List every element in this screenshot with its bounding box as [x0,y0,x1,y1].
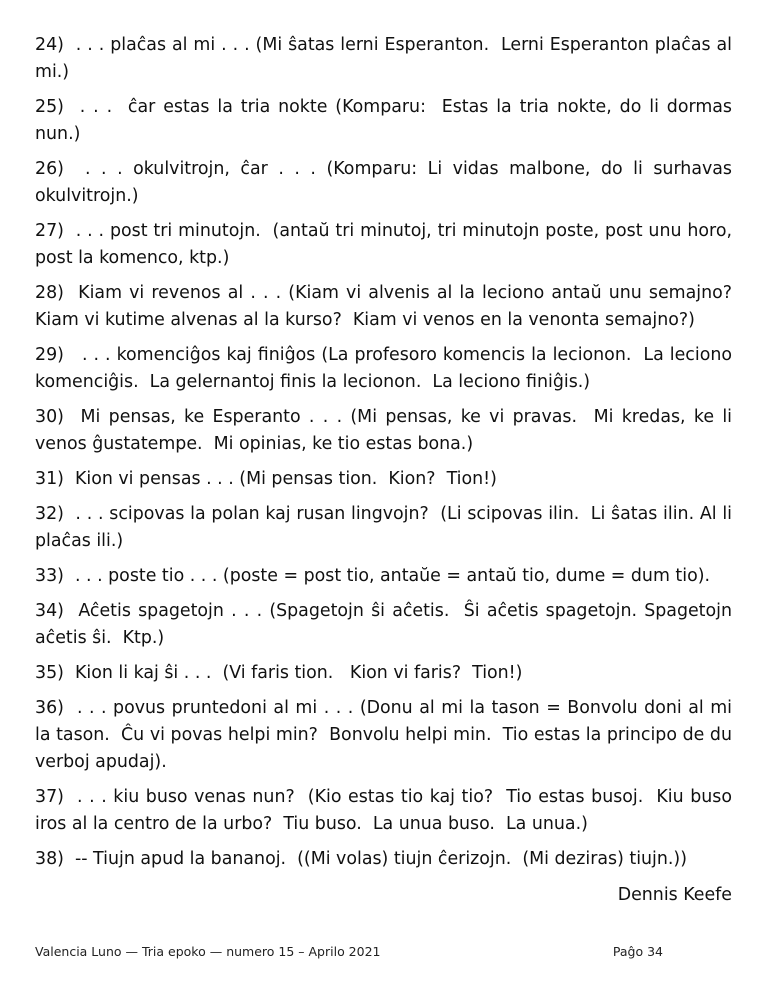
answer-item: 32) . . . scipovas la polan kaj rusan lingvojn? (Li scipovas ilin. Li ŝatas ilin. Al li plaĉas ili.) [35,504,738,551]
answer-item: 27) . . . post tri minutojn. (antaŭ tri minutoj, tri minutojn poste, post unu horo, post la komenco, ktp.) [35,221,738,268]
answer-item: 33) . . . poste tio . . . (poste = post tio, antaŭe = antaŭ tio, dume = dum tio). [35,566,711,586]
answer-item: 35) Kion li kaj ŝi . . . (Vi faris tion. Kion vi faris? Tion!) [35,663,523,683]
answer-item: 26) . . . okulvitrojn, ĉar . . . (Komparu: Li vidas malbone, do li surhavas okulvitrojn.) [35,159,738,206]
author-signature: Dennis Keefe [617,885,732,905]
answer-item: 28) Kiam vi revenos al . . . (Kiam vi alvenis al la leciono antaŭ unu semajno? Kiam vi kutime alvenas al la kurso? Kiam vi venos en la venonta semajno?) [35,283,738,330]
answer-list [35,32,738,881]
answer-item: 30) Mi pensas, ke Esperanto . . . (Mi pensas, ke vi pravas. Mi kredas, ke li venos ĝustatempe. Mi opinias, ke tio estas bona.) [35,407,738,454]
answer-item: 38) -- Tiujn apud la bananoj. ((Mi volas) tiujn ĉerizojn. (Mi deziras) tiujn.)) [35,849,688,869]
answer-item: 29) . . . komenciĝos kaj finiĝos (La profesoro komencis la lecionon. La leciono komenciĝis. La gelernantoj finis la lecionon. La leciono finiĝis.) [35,345,738,392]
answer-item: 34) Aĉetis spagetojn . . . (Spagetojn ŝi aĉetis. Ŝi aĉetis spagetojn. Spagetojn aĉetis ŝi. Ktp.) [35,601,738,648]
answer-item: 31) Kion vi pensas . . . (Mi pensas tion. Kion? Tion!) [35,469,497,489]
footer-page-number: Paĝo 34 [612,944,663,959]
answer-item: 24) . . . plaĉas al mi . . . (Mi ŝatas lerni Esperanton. Lerni Esperanton plaĉas al mi.) [35,35,738,82]
answer-item: 37) . . . kiu buso venas nun? (Kio estas tio kaj tio? Tio estas busoj. Kiu buso iros al la centro de la urbo? Tiu buso. La unua buso. La unua.) [35,787,738,834]
footer-publication: Valencia Luno — Tria epoko — numero 15 – Aprilo 2021 [35,944,381,959]
answer-item: 25) . . . ĉar estas la tria nokte (Komparu: Estas la tria nokte, do li dormas nun.) [35,97,738,144]
answer-item: 36) . . . povus pruntedoni al mi . . . (Donu al mi la tason = Bonvolu doni al mi la tason. Ĉu vi povas helpi min? Bonvolu helpi min. Tio estas la principo de du verboj apudaj). [35,698,738,772]
